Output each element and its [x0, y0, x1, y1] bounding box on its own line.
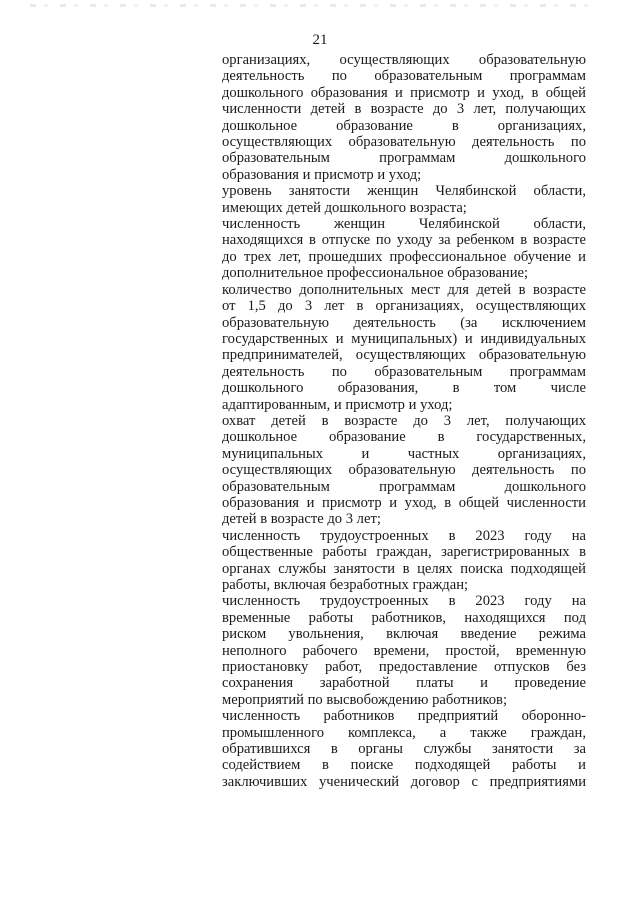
text-line: временные работы работников, находящихся под	[222, 609, 586, 626]
document-body	[222, 52, 586, 790]
text-line: адаптированным, и присмотр и уход;	[222, 396, 453, 413]
text-line: органах службы занятости в целях поиска подходящей	[222, 560, 586, 577]
paragraph	[222, 216, 586, 282]
text-line: дошкольного образования, в том числе	[222, 380, 586, 397]
scan-artifact	[30, 4, 590, 7]
text-line: дошкольного образования и присмотр и уход, в общей	[222, 84, 586, 101]
text-line: дошкольное образование в государственных,	[222, 429, 586, 446]
text-line: до трех лет, прошедших профессиональное обучение и	[222, 248, 586, 265]
text-line: сохранения заработной платы и проведение	[222, 675, 586, 692]
text-line: образования и присмотр и уход, в общей численности	[222, 494, 586, 511]
text-line: неполного рабочего времени, простой, временную	[222, 642, 586, 659]
text-line: государственных и муниципальных) и индивидуальных	[222, 330, 586, 347]
text-line: организациях, осуществляющих образовательную	[222, 52, 586, 68]
text-line: находящихся в отпуске по уходу за ребенком в возрасте	[222, 232, 586, 249]
paragraph	[222, 183, 586, 216]
paragraph	[222, 708, 586, 790]
text-line: заключивших ученический договор с предприятиями	[222, 773, 586, 790]
text-line: риском увольнения, включая введение режима	[222, 626, 586, 643]
text-line: деятельность по образовательным программам	[222, 68, 586, 85]
text-line: численность трудоустроенных в 2023 году на	[222, 527, 586, 544]
text-line: имеющих детей дошкольного возраста;	[222, 199, 467, 216]
text-line: осуществляющих образовательную деятельность по	[222, 462, 586, 479]
text-line: мероприятий по высвобождению работников;	[222, 691, 508, 708]
text-line: образовательную деятельность (за исключением	[222, 314, 586, 331]
text-line: численность трудоустроенных в 2023 году на	[222, 593, 586, 610]
text-line: дополнительное профессиональное образование;	[222, 265, 529, 282]
paragraph	[222, 52, 586, 183]
text-line: обратившихся в органы службы занятости за	[222, 741, 586, 758]
paragraph	[222, 528, 586, 594]
text-line: уровень занятости женщин Челябинской области,	[222, 183, 586, 200]
paragraph	[222, 413, 586, 528]
text-line: охват детей в возрасте до 3 лет, получающих	[222, 412, 586, 429]
text-line: от 1,5 до 3 лет в организациях, осуществляющих	[222, 298, 586, 315]
text-line: образовательным программам дошкольного	[222, 150, 586, 167]
paragraph	[222, 282, 586, 413]
text-line: содействием в поиске подходящей работы и	[222, 757, 586, 774]
text-line: предпринимателей, осуществляющих образовательную	[222, 347, 586, 364]
text-line: образовательным программам дошкольного	[222, 478, 586, 495]
text-line: осуществляющих образовательную деятельность по	[222, 134, 586, 151]
text-line: численность работников предприятий оборонно-	[222, 708, 586, 725]
text-line: деятельность по образовательным программам	[222, 363, 586, 380]
text-line: муниципальных и частных организациях,	[222, 445, 586, 462]
text-line: образования и присмотр и уход;	[222, 166, 422, 183]
text-line: численности детей в возрасте до 3 лет, получающих	[222, 101, 586, 118]
text-line: численность женщин Челябинской области,	[222, 216, 586, 233]
text-line: работы, включая безработных граждан;	[222, 577, 469, 593]
text-line: детей в возрасте до 3 лет;	[222, 511, 381, 528]
text-line: промышленного комплекса, а также граждан,	[222, 724, 586, 741]
text-line: дошкольное образование в организациях,	[222, 117, 586, 134]
text-line: количество дополнительных мест для детей в возрасте	[222, 281, 586, 298]
paragraph	[222, 593, 586, 708]
text-line: общественные работы граждан, зарегистрированных в	[222, 544, 586, 561]
page-number: 21	[312, 32, 328, 48]
text-line: приостановку работ, предоставление отпусков без	[222, 659, 586, 676]
